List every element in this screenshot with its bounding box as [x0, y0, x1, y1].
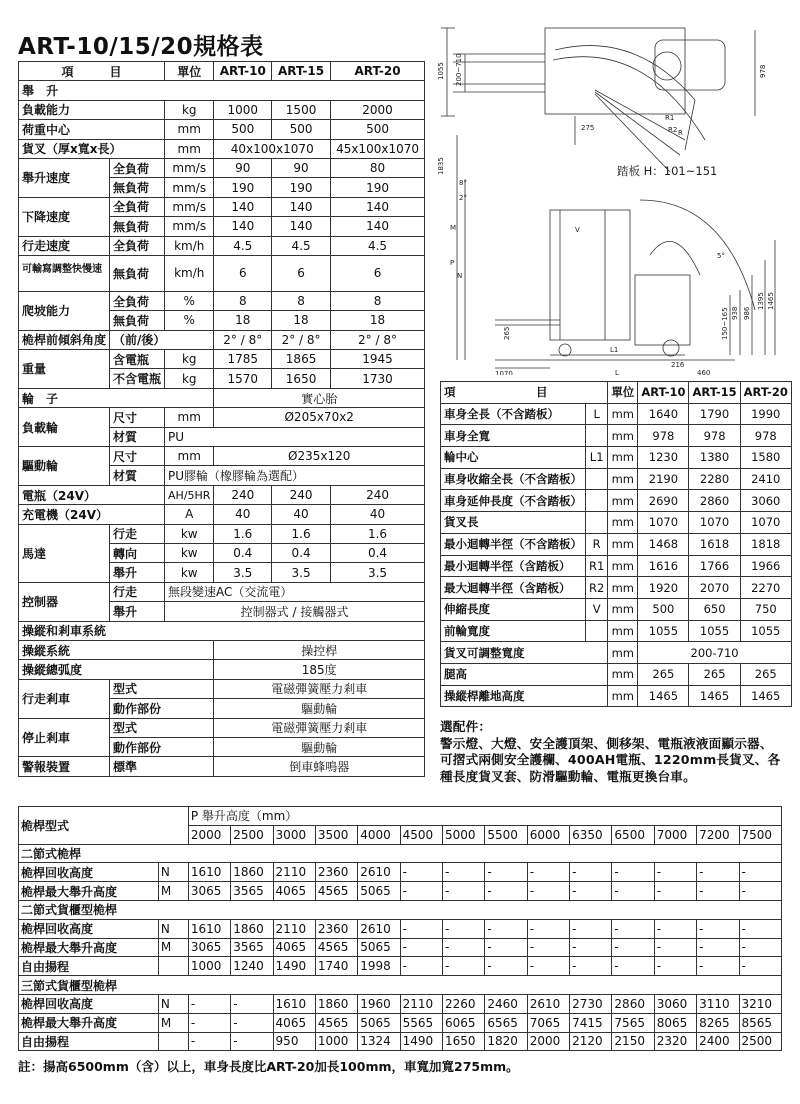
- section-row: 舉 升: [19, 81, 425, 100]
- table-row: 不含電瓶 kg 1570 1650 1730: [19, 369, 425, 388]
- table-row: 停止剎車 型式 電磁彈簧壓力剎車: [19, 718, 425, 737]
- table-row: 爬坡能力 全負荷 % 8 8 8: [19, 291, 425, 310]
- table-row: 動作部份 驅動輪: [19, 737, 425, 756]
- table-row: 腿高 mm 265 265 265: [441, 663, 792, 685]
- table-row: 行走剎車 型式 電磁彈簧壓力剎車: [19, 679, 425, 698]
- table-row: 自由揚程 1000 1240 1490 1740 1998 - - - - - - - - -: [19, 957, 782, 976]
- dim-150-165: 150~165: [721, 307, 729, 340]
- section-row: 操縱和剎車系統: [19, 621, 425, 640]
- table-row: 馬達 行走 kw 1.6 1.6 1.6: [19, 524, 425, 543]
- mast-height-header: 2000: [188, 825, 230, 844]
- forklift-drawing: [435, 20, 785, 375]
- mast-height-header: 2500: [231, 825, 273, 844]
- dim-1070: 1070: [495, 370, 513, 375]
- side-view-load-wheel-shape: [559, 344, 571, 356]
- table-row: 前輪寬度 mm 1055 1055 1055: [441, 620, 792, 642]
- dim-1835: 1835: [437, 157, 445, 175]
- section-row: 三節式貨櫃型桅桿: [19, 976, 782, 995]
- table-header-row: 項 目 單位 ART-10 ART-15 ART-20: [19, 62, 425, 81]
- table-row: 可輸寫調整快慢速 無負荷 km/h 6 6 6: [19, 255, 425, 291]
- dim-5deg: 5°: [717, 252, 725, 260]
- table-row: 控制器 行走 無段變速AC（交流電）: [19, 582, 425, 601]
- dim-r: R: [678, 129, 683, 137]
- table-row: 警報裝置 標準 倒車蜂鳴器: [19, 757, 425, 776]
- table-row: 最小迴轉半徑（含踏板） R1 mm 1616 1766 1966: [441, 555, 792, 577]
- section-row: 二節式桅桿: [19, 844, 782, 863]
- dim-938: 938: [731, 306, 739, 320]
- table-row: 操縱系統 操控桿: [19, 640, 425, 659]
- dim-265: 265: [503, 326, 511, 340]
- mast-height-header: 5500: [485, 825, 527, 844]
- table-row: 貨叉長 mm 1070 1070 1070: [441, 512, 792, 534]
- options-text: 警示燈、大燈、安全護頂架、側移架、電瓶液液面顯示器、可摺式兩側安全護欄、400AH電瓶、1220mm長貨叉、各種長度貨叉套、防滑驅動輪、電瓶更換台車。: [440, 735, 781, 784]
- table-row: 桅桿最大舉升高度 M 3065 3565 4065 4565 5065 - - - - - - - - -: [19, 882, 782, 901]
- table-row: 電瓶（24V） AH/5HR 240 240 240: [19, 485, 425, 504]
- dim-l: L: [615, 369, 619, 375]
- table-row: 驅動輪 尺寸 mm Ø235x120: [19, 447, 425, 466]
- table-row: 最小迴轉半徑（不含踏板） R mm 1468 1618 1818: [441, 533, 792, 555]
- dim-m: M: [450, 224, 457, 232]
- dim-p: P: [450, 259, 455, 267]
- section-row: 輪 子 實心胎: [19, 388, 425, 407]
- table-row: 操縱桿離地高度 mm 1465 1465 1465: [441, 685, 792, 707]
- table-row: 無負荷 mm/s 190 190 190: [19, 178, 425, 197]
- table-row: 輪中心 L1 mm 1230 1380 1580: [441, 447, 792, 469]
- dim-216: 216: [671, 361, 685, 369]
- dim-200-710: 200~710: [455, 53, 463, 86]
- table-row: 舉升 kw 3.5 3.5 3.5: [19, 563, 425, 582]
- table-row: 行走速度 全負荷 km/h 4.5 4.5 4.5: [19, 236, 425, 255]
- dim-1395: 1395: [757, 292, 765, 310]
- table-row: 車身收縮全長（不含踏板） mm 2190 2280 2410: [441, 468, 792, 490]
- mast-height-header: 7000: [654, 825, 696, 844]
- dim-8deg: 8°: [459, 179, 467, 187]
- pedal-height-label: 踏板 H：101~151: [617, 164, 718, 178]
- table-row: 桅桿最大舉升高度 M - - 4065 4565 5065 5565 6065 6565 7065 7415 7565 8065 8265 8565: [19, 1013, 782, 1032]
- dim-r2: R2: [668, 126, 678, 134]
- mast-height-header: 6000: [527, 825, 569, 844]
- table-row: 桅桿回收高度 N 1610 1860 2110 2360 2610 - - - - - - - - -: [19, 919, 782, 938]
- table-row: 下降速度 全負荷 mm/s 140 140 140: [19, 197, 425, 216]
- dim-r1: R1: [665, 114, 675, 122]
- table-row: 伸縮長度 V mm 500 650 750: [441, 598, 792, 620]
- dim-1465: 1465: [767, 292, 775, 310]
- section-row: 二節式貨櫃型桅桿: [19, 900, 782, 919]
- mast-table: [18, 806, 782, 1051]
- side-view-mast-shape: [550, 210, 630, 340]
- table-row: 舉升速度 全負荷 mm/s 90 90 80: [19, 158, 425, 177]
- top-view-cab-shape: [655, 40, 725, 90]
- table-row: 桅桿回收高度 N - - 1610 1860 1960 2110 2260 2460 2610 2730 2860 3060 3110 3210: [19, 994, 782, 1013]
- page-title: ART-10/15/20規格表: [18, 34, 264, 60]
- table-row: 貨叉（厚x寬x長） mm 40x100x1070 45x100x1070: [19, 139, 425, 158]
- spec-table-main: [18, 61, 425, 777]
- table-row: 重量 含電瓶 kg 1785 1865 1945: [19, 350, 425, 369]
- side-view-drive-wheel-shape: [663, 340, 679, 356]
- mast-height-header: 7200: [697, 825, 739, 844]
- dim-275: 275: [581, 124, 595, 132]
- table-row: 操縱總弧度 185度: [19, 660, 425, 679]
- table-header-row: 桅桿型式 P 舉升高度（mm）: [19, 807, 782, 826]
- options-title: 選配件：: [440, 719, 492, 734]
- dim-v: V: [575, 226, 580, 234]
- dim-978: 978: [759, 64, 767, 78]
- side-view-body-shape: [635, 275, 690, 345]
- table-row: 充電機（24V） A 40 40 40: [19, 505, 425, 524]
- table-row: 動作部份 驅動輪: [19, 699, 425, 718]
- mast-height-header: 6350: [570, 825, 612, 844]
- table-row: 車身全寬 mm 978 978 978: [441, 425, 792, 447]
- table-row: 無負荷 mm/s 140 140 140: [19, 217, 425, 236]
- mast-height-header: 4500: [400, 825, 442, 844]
- mast-height-header: 7500: [739, 825, 782, 844]
- table-row: 桅桿前傾斜角度 （前/後） 2° / 8° 2° / 8° 2° / 8°: [19, 330, 425, 349]
- table-row: 荷重中心 mm 500 500 500: [19, 120, 425, 139]
- table-row: 負載輪 尺寸 mm Ø205x70x2: [19, 408, 425, 427]
- mast-height-header: 5000: [442, 825, 484, 844]
- table-row: 轉向 kw 0.4 0.4 0.4: [19, 543, 425, 562]
- table-row: 最大迴轉半徑（含踏板） R2 mm 1920 2070 2270: [441, 577, 792, 599]
- mast-height-header: 6500: [612, 825, 654, 844]
- dim-2deg: 2°: [459, 194, 467, 202]
- table-row: 材質 PU膠輪（橡膠輪為選配）: [19, 466, 425, 485]
- dim-n: N: [457, 272, 463, 280]
- table-row: 材質 PU: [19, 427, 425, 446]
- table-row: 負載能力 kg 1000 1500 2000: [19, 100, 425, 119]
- table-row: 車身延伸長度（不含踏板） mm 2690 2860 3060: [441, 490, 792, 512]
- table-row: 桅桿回收高度 N 1610 1860 2110 2360 2610 - - - - - - - - -: [19, 863, 782, 882]
- table-row: 車身全長（不含踏板） L mm 1640 1790 1990: [441, 403, 792, 425]
- table-header-row: 項 目 單位 ART-10 ART-15 ART-20: [441, 382, 792, 404]
- mast-height-header: 3000: [273, 825, 315, 844]
- table-row: 桅桿最大舉升高度 M 3065 3565 4065 4565 5065 - - - - - - - - -: [19, 938, 782, 957]
- dim-986: 986: [743, 306, 751, 320]
- mast-height-header: 4000: [358, 825, 400, 844]
- table-row: 貨叉可調整寬度 mm 200-710: [441, 642, 792, 664]
- table-row: 無負荷 % 18 18 18: [19, 311, 425, 330]
- table-row: 自由揚程 - - 950 1000 1324 1490 1650 1820 2000 2120 2150 2320 2400 2500: [19, 1032, 782, 1051]
- footnote: 註：揚高6500mm（含）以上，車身長度比ART-20加長100mm，車寬加寬275mm。: [18, 1059, 519, 1074]
- dim-l1: L1: [610, 346, 619, 354]
- table-row: 舉升 控制器式 / 接觸器式: [19, 602, 425, 621]
- dim-460: 460: [697, 369, 711, 375]
- mast-height-header: 3500: [315, 825, 357, 844]
- options-block: [440, 719, 785, 785]
- dim-1055: 1055: [437, 62, 445, 80]
- spec-table-dimensions: [440, 381, 792, 707]
